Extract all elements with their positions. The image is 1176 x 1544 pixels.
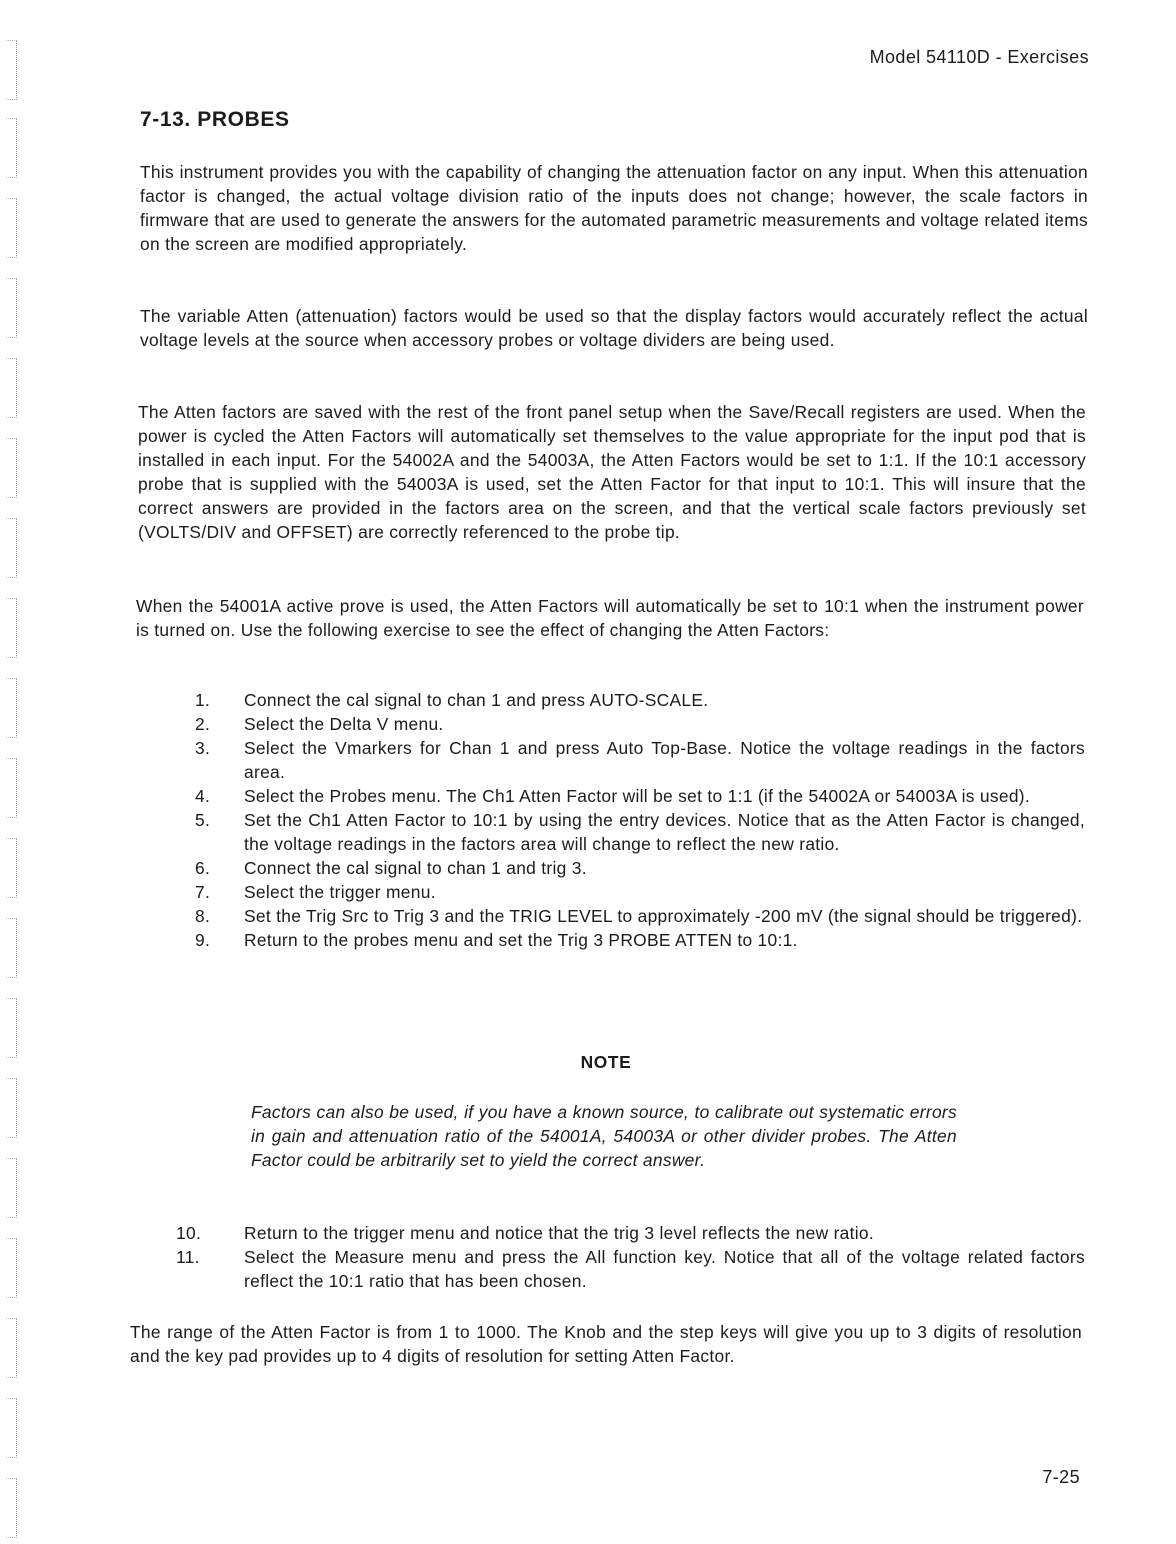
list-item: 5. Set the Ch1 Atten Factor to 10:1 by using the entry devices. Notice that as the Atten Factor is changed, the voltage readings in the factors area will change to reflect the new ratio. <box>195 810 1085 854</box>
section-title: 7-13. PROBES <box>140 108 290 131</box>
binding-mark <box>6 278 17 338</box>
list-item: 3. Select the Vmarkers for Chan 1 and press Auto Top-Base. Notice the voltage readings in the factors area. <box>195 738 1085 782</box>
list-item: 10. Return to the trigger menu and notice that the trig 3 level reflects the new ratio. <box>176 1223 875 1243</box>
binding-mark <box>6 358 17 418</box>
binding-mark <box>6 1318 17 1378</box>
note-body: Factors can also be used, if you have a known source, to calibrate out systematic errors in gain and attenuation ratio of the 54001A, 54003A or other divider probes. The Atten Factor could be arbitrarily set to yield the correct answer. <box>251 1102 957 1170</box>
binding-mark <box>6 1238 17 1298</box>
note-heading: NOTE <box>580 1052 632 1072</box>
list-item: 11. Select the Measure menu and press the All function key. Notice that all of the voltage related factors reflect the 10:1 ratio that has been chosen. <box>176 1247 1085 1291</box>
intro-paragraph: This instrument provides you with the capability of changing the attenuation factor on any input. When this attenuation factor is changed, the actual voltage division ratio of the inputs does not change; however, the scale factors in firmware that are used to generate the answers for the automated parametric measurements and voltage related items on the screen are modified appropriately. <box>140 162 1088 254</box>
page-number: 7-25 <box>1042 1467 1080 1487</box>
binding-mark <box>6 198 17 258</box>
binding-mark <box>6 758 17 818</box>
active-probe-paragraph: When the 54001A active prove is used, the Atten Factors will automatically be set to 10:1 when the instrument power is turned on. Use the following exercise to see the effect of changing the Atten Factors: <box>136 596 1084 640</box>
binding-mark <box>6 518 17 578</box>
list-item: 9. Return to the probes menu and set the Trig 3 PROBE ATTEN to 10:1. <box>195 930 798 950</box>
binding-mark <box>6 1078 17 1138</box>
list-item: 2. Select the Delta V menu. <box>195 714 444 734</box>
binding-mark <box>6 678 17 738</box>
list-item: 4. Select the Probes menu. The Ch1 Atten Factor will be set to 1:1 (if the 54002A or 54003A is used). <box>195 786 1031 806</box>
binding-mark <box>6 998 17 1058</box>
exercise-steps-continued <box>140 1221 1085 1293</box>
save-recall-paragraph: The Atten factors are saved with the rest of the front panel setup when the Save/Recall registers are used. When the power is cycled the Atten Factors will automatically set themselves to the value appropriate for the input pod that is installed in each input. For the 54002A and the 54003A, the Atten Factors would be set to 1:1. If the 10:1 accessory probe that is supplied with the 54003A is used, set the Atten Factor for that input to 10:1. This will insure that the correct answers are provided in the factors area on the screen, and that the vertical scale factors previously set (VOLTS/DIV and OFFSET) are correctly referenced to the probe tip. <box>138 402 1086 542</box>
binding-mark <box>6 838 17 898</box>
binding-margin <box>0 0 30 1544</box>
atten-usage-paragraph: The variable Atten (attenuation) factors would be used so that the display factors would accurately reflect the actual voltage levels at the source when accessory probes or voltage dividers are being used. <box>140 306 1088 350</box>
binding-mark <box>6 598 17 658</box>
exercise-steps <box>140 688 1085 952</box>
closing-paragraph: The range of the Atten Factor is from 1 to 1000. The Knob and the step keys will give you up to 3 digits of resolution and the key pad provides up to 4 digits of resolution for setting Atten Factor. <box>130 1322 1082 1366</box>
list-item: 7. Select the trigger menu. <box>195 882 436 902</box>
list-item: 6. Connect the cal signal to chan 1 and trig 3. <box>195 858 587 878</box>
binding-mark <box>6 1158 17 1218</box>
note-heading-row <box>0 1052 1176 1073</box>
binding-mark <box>6 1478 17 1538</box>
binding-mark <box>6 438 17 498</box>
binding-mark <box>6 918 17 978</box>
running-header: Model 54110D - Exercises <box>869 47 1089 67</box>
binding-mark <box>6 40 17 100</box>
list-item: 8. Set the Trig Src to Trig 3 and the TRIG LEVEL to approximately -200 mV (the signal should be triggered). <box>195 906 1083 926</box>
binding-mark <box>6 118 17 178</box>
list-item: 1. Connect the cal signal to chan 1 and press AUTO-SCALE. <box>195 690 709 710</box>
binding-mark <box>6 1398 17 1458</box>
